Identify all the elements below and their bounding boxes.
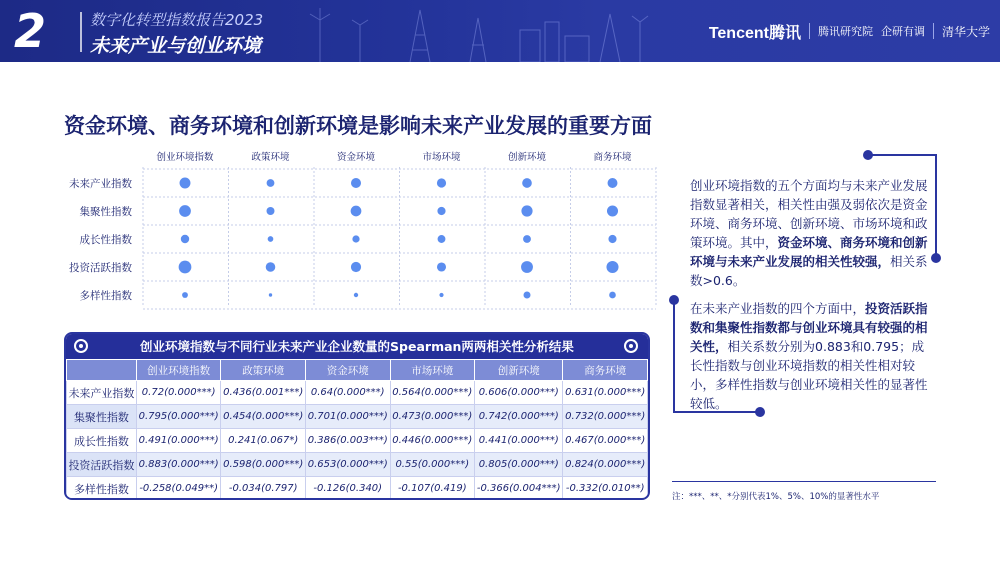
qiyan-logo: 企研有调 — [880, 25, 925, 38]
text-emphasis: 投资活跃指数和集聚性指数都与创业环境具有较强的相关性， — [690, 301, 928, 354]
text-span: 相关系数>0.6。 — [690, 254, 928, 288]
table-row-header: 集聚性指数 — [67, 405, 137, 429]
table-row-header: 成长性指数 — [67, 429, 137, 453]
table-header-cell: 资金环境 — [305, 360, 390, 381]
note-divider — [672, 481, 936, 482]
matrix-row-label: 集聚性指数 — [79, 206, 132, 218]
table-cell: 0.446(0.000***) — [390, 429, 475, 453]
table-cell: 0.742(0.000***) — [475, 405, 563, 429]
table-cell: -0.332(0.010**) — [563, 477, 648, 501]
table-header-cell: 政策环境 — [221, 360, 306, 381]
chapter-number: 2 — [14, 4, 45, 58]
tsinghua-logo: 清华大学 — [941, 24, 990, 39]
tencent-research-logo: 腾讯研究院 — [817, 25, 873, 38]
matrix-row-label: 多样性指数 — [79, 290, 132, 302]
significance-note: 注：***、**、*分别代表1%、5%、10%的显著性水平 — [672, 492, 880, 502]
table-header-cell: 创新环境 — [475, 360, 563, 381]
table-cell: 0.631(0.000***) — [563, 381, 648, 405]
table-cell: 0.795(0.000***) — [136, 405, 221, 429]
table-cell: -0.034(0.797) — [221, 477, 306, 501]
table-cell: 0.732(0.000***) — [563, 405, 648, 429]
analysis-paragraph-1 — [690, 176, 930, 290]
tencent-logo: Tencent腾讯 — [708, 24, 801, 42]
table-cell: 0.701(0.000***) — [305, 405, 390, 429]
table-cell: 0.653(0.000***) — [305, 453, 390, 477]
table-cell: -0.258(0.049**) — [136, 477, 221, 501]
matrix-row-label: 未来产业指数 — [69, 178, 132, 190]
table-cell: 0.467(0.000***) — [563, 429, 648, 453]
table-header-cell: 创业环境指数 — [136, 360, 221, 381]
table-cell: 0.606(0.000***) — [475, 381, 563, 405]
table-cell: 0.241(0.067*) — [221, 429, 306, 453]
matrix-column-label: 商务环境 — [593, 152, 632, 163]
text-emphasis: 资金环境、商务环境和创新环境与未来产业发展的相关性较强， — [690, 235, 928, 269]
table-cell: 0.598(0.000***) — [221, 453, 306, 477]
table-row-header: 未来产业指数 — [67, 381, 137, 405]
table-cell: 0.824(0.000***) — [563, 453, 648, 477]
table-header-cell: 商务环境 — [563, 360, 648, 381]
table-cell: 0.491(0.000***) — [136, 429, 221, 453]
matrix-row-label: 成长性指数 — [79, 234, 132, 246]
table-cell: -0.366(0.004***) — [475, 477, 563, 501]
page-headline: 资金环境、商务环境和创新环境是影响未来产业发展的重要方面 — [64, 114, 652, 138]
analysis-text-panel — [690, 176, 930, 422]
matrix-column-label: 政策环境 — [251, 152, 290, 163]
table-row-header: 多样性指数 — [67, 477, 137, 501]
table-title: 创业环境指数与不同行业未来产业企业数量的Spearman两两相关性分析结果 — [140, 339, 574, 354]
matrix-row-label: 投资活跃指数 — [69, 262, 132, 274]
matrix-column-label: 资金环境 — [336, 152, 375, 163]
table-row-header: 投资活跃指数 — [67, 453, 137, 477]
table-cell: -0.107(0.419) — [390, 477, 475, 501]
table-cell: 0.805(0.000***) — [475, 453, 563, 477]
table-cell: 0.473(0.000***) — [390, 405, 475, 429]
text-span: 创业环境指数的五个方面均与未来产业发展指数显著相关，相关性由强及弱依次是资金环境、商务环境、创新环境、市场环境和政策环境。其中， — [690, 178, 928, 250]
text-span: 在未来产业指数的四个方面中， — [690, 301, 866, 316]
table-cell: 0.441(0.000***) — [475, 429, 563, 453]
table-cell: 0.564(0.000***) — [390, 381, 475, 405]
matrix-column-label: 创业环境指数 — [156, 152, 214, 163]
section-title: 未来产业与创业环境 — [90, 35, 262, 57]
table-cell: 0.72(0.000***) — [136, 381, 221, 405]
table-cell: -0.126(0.340) — [305, 477, 390, 501]
report-title: 数字化转型指数报告2023 — [90, 11, 264, 29]
table-header-cell: 市场环境 — [390, 360, 475, 381]
table-cell: 0.883(0.000***) — [136, 453, 221, 477]
text-span: 相关系数分别为0.883和0.795；成长性指数与创业环境指数的相关性相对较小，多样性指数与创业环境相关性的显著性较低。 — [690, 339, 928, 411]
matrix-column-label: 市场环境 — [422, 152, 461, 163]
matrix-column-label: 创新环境 — [507, 152, 546, 163]
table-cell: 0.386(0.003***) — [305, 429, 390, 453]
table-cell: 0.436(0.001***) — [221, 381, 306, 405]
table-cell: 0.454(0.000***) — [221, 405, 306, 429]
analysis-paragraph-2 — [690, 299, 930, 413]
table-cell: 0.64(0.000***) — [305, 381, 390, 405]
table-cell: 0.55(0.000***) — [390, 453, 475, 477]
